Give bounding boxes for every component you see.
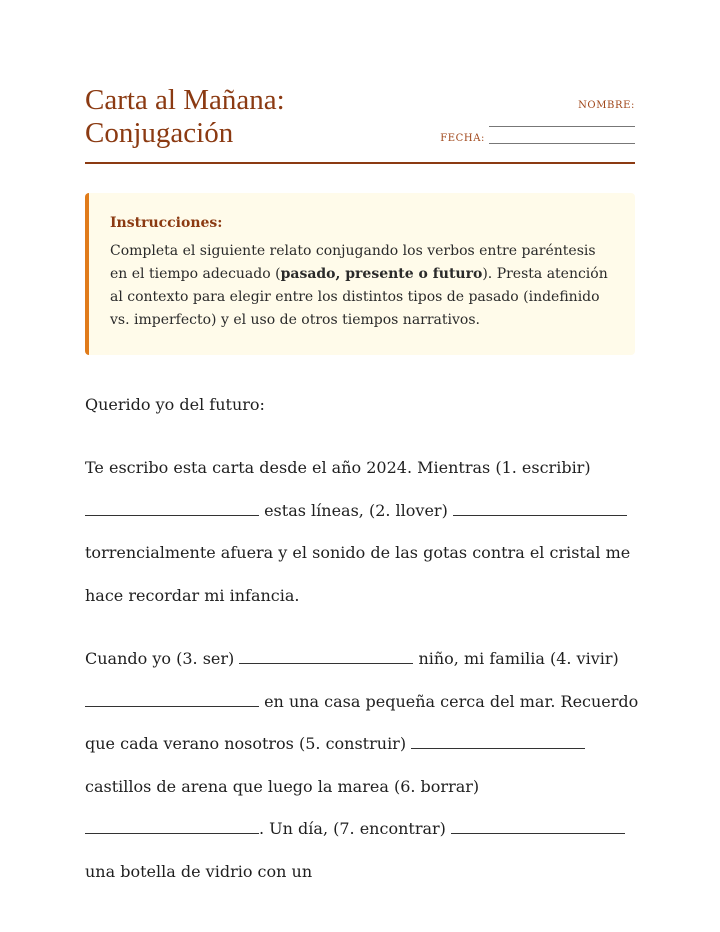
instructions-text-after: ). Presta atención al contexto para elegir entre los distintos tipos de pasado (indefinido vs. imperfecto) y el uso de otros tiempos narrativos. xyxy=(110,266,608,328)
blank-1[interactable] xyxy=(85,501,259,516)
blank-3[interactable] xyxy=(239,649,413,664)
blank-7[interactable] xyxy=(451,819,625,834)
letter-greeting: Querido yo del futuro: xyxy=(85,395,265,414)
page-title xyxy=(85,84,285,150)
instructions-text xyxy=(110,240,613,332)
paragraph-1 xyxy=(85,447,645,617)
paragraph-2 xyxy=(85,638,645,893)
fecha-row xyxy=(425,133,635,149)
instructions-text-bold: pasado, presente o futuro xyxy=(280,266,483,282)
student-info xyxy=(425,100,635,149)
instructions-box xyxy=(85,193,635,355)
p1-text-b: estas líneas, (2. llover) xyxy=(259,500,453,520)
p2-text-d: castillos de arena que luego la marea (6. borrar) xyxy=(85,776,480,796)
blank-6[interactable] xyxy=(85,819,259,834)
nombre-row xyxy=(425,100,635,116)
fecha-field[interactable] xyxy=(489,134,635,144)
title-line-1: Carta al Mañana: xyxy=(85,84,285,116)
p2-text-f: una botella de vidrio con un xyxy=(85,861,313,881)
blank-2[interactable] xyxy=(453,501,627,516)
nombre-field[interactable] xyxy=(489,116,635,127)
p2-text-a: Cuando yo (3. ser) xyxy=(85,649,240,668)
instructions-text-before: Completa el siguiente relato conjugando los verbos entre paréntesis en el tiempo adecuado ( xyxy=(110,243,596,282)
p2-text-e: . Un día, (7. encontrar) xyxy=(259,819,451,838)
nombre-label: NOMBRE: xyxy=(578,100,635,111)
p2-text-c: en una casa pequeña cerca del mar. Recuerdo que cada verano nosotros (5. construir) xyxy=(85,691,639,753)
title-line-2: Conjugación xyxy=(85,117,234,149)
blank-4[interactable] xyxy=(85,692,259,707)
fecha-label: FECHA: xyxy=(440,133,485,144)
worksheet-header xyxy=(85,84,635,164)
p1-text-c: torrencialmente afuera y el sonido de las gotas contra el cristal me hace recordar mi infancia. xyxy=(85,543,631,605)
instructions-title: Instrucciones: xyxy=(110,215,223,231)
blank-5[interactable] xyxy=(411,734,585,749)
p1-text-a: Te escribo esta carta desde el año 2024. Mientras (1. escribir) xyxy=(85,458,591,477)
p2-text-b: niño, mi familia (4. vivir) xyxy=(413,649,619,668)
